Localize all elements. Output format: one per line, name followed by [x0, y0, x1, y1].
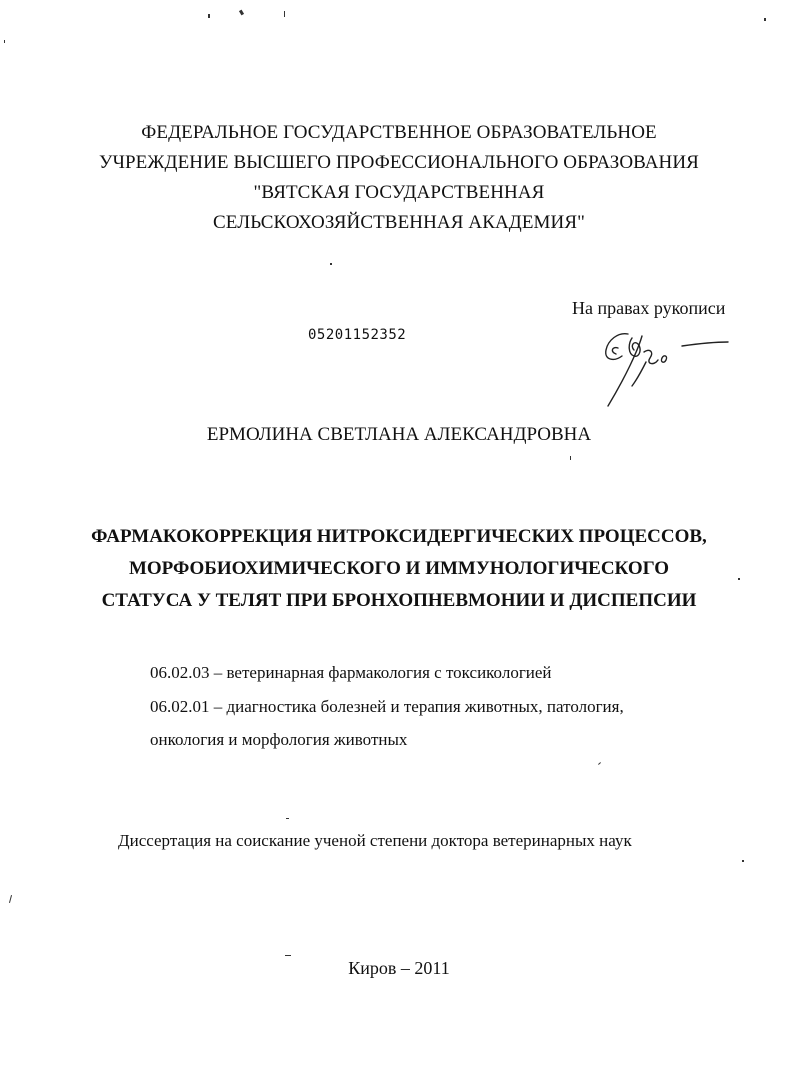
scan-speck	[4, 40, 5, 43]
scan-speck	[742, 860, 744, 862]
title-line: МОРФОБИОХИМИЧЕСКОГО И ИММУНОЛОГИЧЕСКОГО	[128, 558, 670, 579]
signature-image	[588, 326, 738, 410]
org-line: ФЕДЕРАЛЬНОЕ ГОСУДАРСТВЕННОЕ ОБРАЗОВАТЕЛЬНОЕ	[141, 122, 657, 143]
specialty-line: 06.02.03 – ветеринарная фармакология с токсикологией	[150, 663, 552, 682]
scan-speck	[330, 263, 332, 265]
dissertation-title	[0, 521, 798, 617]
org-line: СЕЛЬСКОХОЗЯЙСТВЕННАЯ АКАДЕМИЯ"	[213, 212, 585, 233]
manuscript-rights-note: На правах рукописи	[572, 298, 726, 318]
author-name: ЕРМОЛИНА СВЕТЛАНА АЛЕКСАНДРОВНА	[206, 424, 592, 445]
scan-speck	[764, 18, 766, 21]
scan-speck	[598, 762, 601, 765]
scan-speck	[285, 955, 291, 956]
specialty-line: онкология и морфология животных	[150, 730, 408, 749]
scan-speck	[284, 11, 285, 17]
scan-speck	[9, 895, 12, 903]
scan-speck	[239, 10, 244, 16]
document-code: 05201152352	[308, 327, 407, 343]
degree-statement: Диссертация на соискание ученой степени доктора ветеринарных наук	[118, 831, 632, 850]
organization-header	[0, 118, 798, 238]
scan-speck	[208, 14, 210, 18]
title-line: ФАРМАКОКОРРЕКЦИЯ НИТРОКСИДЕРГИЧЕСКИХ ПРОЦЕССОВ,	[91, 526, 707, 547]
scan-speck	[286, 818, 289, 819]
title-line: СТАТУСА У ТЕЛЯТ ПРИ БРОНХОПНЕВМОНИИ И ДИСПЕПСИИ	[101, 590, 697, 611]
org-line: "ВЯТСКАЯ ГОСУДАРСТВЕННАЯ	[253, 182, 545, 203]
city-year: Киров – 2011	[348, 958, 450, 978]
scan-speck	[570, 456, 571, 460]
org-line: УЧРЕЖДЕНИЕ ВЫСШЕГО ПРОФЕССИОНАЛЬНОГО ОБРАЗОВАНИЯ	[99, 152, 699, 173]
specialty-line: 06.02.01 – диагностика болезней и терапия животных, патология,	[150, 697, 624, 716]
